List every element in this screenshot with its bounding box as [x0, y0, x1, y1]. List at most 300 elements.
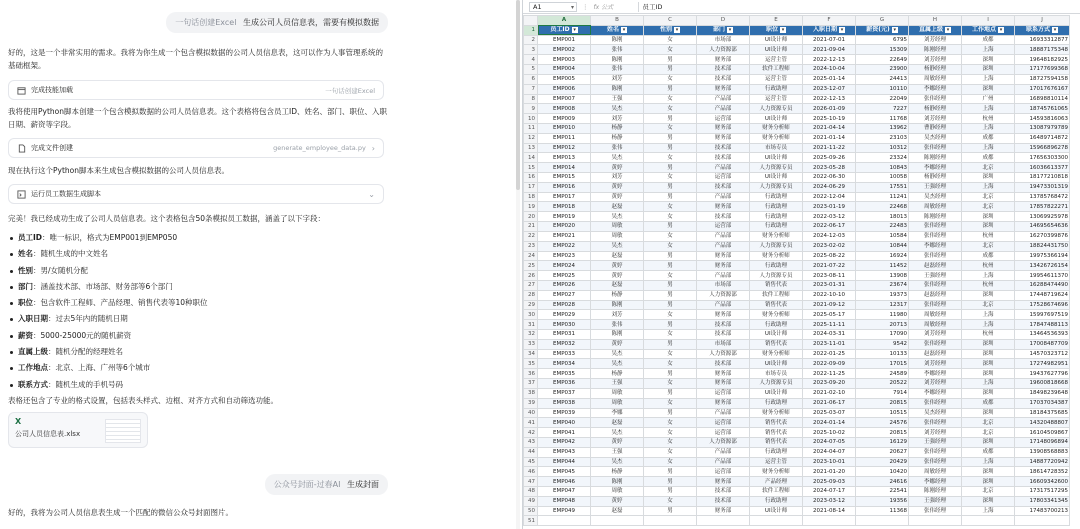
row-number[interactable]: 40: [524, 408, 538, 418]
row-number[interactable]: 15: [524, 163, 538, 173]
table-cell[interactable]: 16129: [856, 437, 909, 447]
table-cell[interactable]: 男: [644, 290, 697, 300]
table-cell[interactable]: 陈刚经理: [909, 212, 962, 222]
table-cell[interactable]: 财务分析师: [750, 133, 803, 143]
table-cell[interactable]: 财务部: [697, 55, 750, 65]
table-cell[interactable]: 周敏经理: [909, 467, 962, 477]
table-cell[interactable]: 技术部: [697, 143, 750, 153]
table-cell[interactable]: 2025-09-26: [803, 153, 856, 163]
table-cell[interactable]: 张伟经理: [909, 143, 962, 153]
table-cell[interactable]: EMP035: [538, 369, 591, 379]
table-cell[interactable]: 销售代表: [750, 437, 803, 447]
table-cell[interactable]: 17177699368: [1015, 65, 1070, 75]
table-cell[interactable]: 刘芳: [591, 74, 644, 84]
row-number[interactable]: 5: [524, 65, 538, 75]
table-cell[interactable]: 北京: [962, 202, 1015, 212]
row-number[interactable]: 37: [524, 379, 538, 389]
table-cell[interactable]: 23674: [856, 280, 909, 290]
chevron-right-icon[interactable]: ›: [371, 143, 375, 153]
table-cell[interactable]: 2021-09-12: [803, 300, 856, 310]
table-cell[interactable]: 2022-11-25: [803, 369, 856, 379]
table-cell[interactable]: 2024-07-17: [803, 487, 856, 497]
table-cell[interactable]: 技术部: [697, 496, 750, 506]
table-cell[interactable]: 13069925978: [1015, 212, 1070, 222]
table-cell[interactable]: EMP009: [538, 114, 591, 124]
table-cell[interactable]: 黄婷: [591, 261, 644, 271]
table-cell[interactable]: UI设计师: [750, 388, 803, 398]
table-cell[interactable]: 赵磊: [591, 418, 644, 428]
table-cell[interactable]: 男: [644, 192, 697, 202]
table-cell[interactable]: 赵磊经理: [909, 349, 962, 359]
table-cell[interactable]: 刘芳: [591, 173, 644, 183]
table-cell[interactable]: 技术部: [697, 65, 750, 75]
table-cell[interactable]: EMP043: [538, 447, 591, 457]
table-cell[interactable]: 13962: [856, 123, 909, 133]
table-cell[interactable]: 24616: [856, 477, 909, 487]
row-number[interactable]: 12: [524, 133, 538, 143]
table-cell[interactable]: 张伟经理: [909, 447, 962, 457]
table-cell[interactable]: 15966896278: [1015, 143, 1070, 153]
table-cell[interactable]: 女: [644, 74, 697, 84]
table-cell[interactable]: EMP008: [538, 104, 591, 114]
table-cell[interactable]: 男: [644, 280, 697, 290]
table-cell[interactable]: 女: [644, 45, 697, 55]
table-cell[interactable]: 李娜: [591, 408, 644, 418]
table-cell[interactable]: 成都: [962, 447, 1015, 457]
row-number[interactable]: 45: [524, 457, 538, 467]
table-cell[interactable]: 女: [644, 359, 697, 369]
table-cell[interactable]: 财务部: [697, 202, 750, 212]
row-number[interactable]: 41: [524, 418, 538, 428]
table-cell[interactable]: 周敏: [591, 388, 644, 398]
column-header[interactable]: E: [750, 16, 803, 26]
table-cell[interactable]: 财务分析师: [750, 123, 803, 133]
table-cell[interactable]: 广州: [962, 94, 1015, 104]
table-cell[interactable]: 2024-04-07: [803, 447, 856, 457]
table-cell[interactable]: 财务分析师: [750, 231, 803, 241]
table-cell[interactable]: 张伟经理: [909, 300, 962, 310]
table-cell[interactable]: 女: [644, 231, 697, 241]
table-cell[interactable]: 18013: [856, 212, 909, 222]
table-cell[interactable]: 产品部: [697, 457, 750, 467]
table-cell[interactable]: 9542: [856, 339, 909, 349]
table-cell[interactable]: 女: [644, 202, 697, 212]
table-cell[interactable]: EMP041: [538, 428, 591, 438]
table-cell[interactable]: 23103: [856, 133, 909, 143]
header-cell[interactable]: [644, 25, 697, 35]
table-cell[interactable]: 周敏经理: [909, 310, 962, 320]
table-cell[interactable]: 17037034387: [1015, 398, 1070, 408]
table-cell[interactable]: 杨静经理: [909, 65, 962, 75]
table-cell[interactable]: 13464536393: [1015, 330, 1070, 340]
row-number[interactable]: 50: [524, 506, 538, 516]
table-cell[interactable]: UI设计师: [750, 359, 803, 369]
table-cell[interactable]: 陈刚: [591, 477, 644, 487]
table-cell[interactable]: 女: [644, 212, 697, 222]
table-cell[interactable]: [803, 516, 856, 526]
header-cell[interactable]: [962, 25, 1015, 35]
table-cell[interactable]: 深圳: [962, 388, 1015, 398]
table-cell[interactable]: EMP017: [538, 192, 591, 202]
table-cell[interactable]: 行政助理: [750, 222, 803, 232]
row-number[interactable]: 20: [524, 212, 538, 222]
table-cell[interactable]: 2023-05-28: [803, 163, 856, 173]
table-cell[interactable]: 王强经理: [909, 496, 962, 506]
column-header[interactable]: G: [856, 16, 909, 26]
table-cell[interactable]: 17483700213: [1015, 506, 1070, 516]
table-cell[interactable]: 张伟: [591, 65, 644, 75]
table-cell[interactable]: 17017676167: [1015, 84, 1070, 94]
table-cell[interactable]: 市场部: [697, 339, 750, 349]
table-cell[interactable]: 2022-12-13: [803, 94, 856, 104]
table-cell[interactable]: 女: [644, 418, 697, 428]
table-cell[interactable]: 刘芳: [591, 310, 644, 320]
table-cell[interactable]: 北京: [962, 192, 1015, 202]
table-cell[interactable]: 财务分析师: [750, 408, 803, 418]
table-cell[interactable]: 14887720942: [1015, 457, 1070, 467]
table-cell[interactable]: 产品部: [697, 163, 750, 173]
table-cell[interactable]: 深圳: [962, 173, 1015, 183]
table-cell[interactable]: 23324: [856, 153, 909, 163]
table-cell[interactable]: [591, 516, 644, 526]
table-cell[interactable]: 男: [644, 182, 697, 192]
table-cell[interactable]: 陈刚: [591, 84, 644, 94]
table-cell[interactable]: 上海: [962, 143, 1015, 153]
table-cell[interactable]: 行政助理: [750, 447, 803, 457]
table-cell[interactable]: [697, 516, 750, 526]
table-cell[interactable]: 人力资源专员: [750, 163, 803, 173]
table-cell[interactable]: 深圳: [962, 290, 1015, 300]
table-cell[interactable]: [538, 516, 591, 526]
table-cell[interactable]: 女: [644, 104, 697, 114]
table-cell[interactable]: EMP020: [538, 222, 591, 232]
table-cell[interactable]: 张伟: [591, 320, 644, 330]
table-cell[interactable]: 运营部: [697, 388, 750, 398]
table-cell[interactable]: 男: [644, 487, 697, 497]
table-cell[interactable]: 王强经理: [909, 437, 962, 447]
table-cell[interactable]: 17317517295: [1015, 487, 1070, 497]
table-cell[interactable]: 15309: [856, 45, 909, 55]
table-cell[interactable]: 男: [644, 506, 697, 516]
table-cell[interactable]: 运营部: [697, 428, 750, 438]
table-cell[interactable]: 23900: [856, 65, 909, 75]
table-cell[interactable]: 19954611370: [1015, 271, 1070, 281]
table-cell[interactable]: 成都: [962, 251, 1015, 261]
table-cell[interactable]: 运营部: [697, 418, 750, 428]
table-cell[interactable]: 19975366194: [1015, 251, 1070, 261]
table-cell[interactable]: EMP024: [538, 261, 591, 271]
table-cell[interactable]: 男: [644, 143, 697, 153]
table-cell[interactable]: 销售代表: [750, 339, 803, 349]
fx-icon[interactable]: fx 公式: [593, 4, 614, 11]
table-cell[interactable]: 吴杰: [591, 349, 644, 359]
table-cell[interactable]: 2026-01-09: [803, 104, 856, 114]
column-header[interactable]: F: [803, 16, 856, 26]
table-cell[interactable]: 17857822271: [1015, 202, 1070, 212]
table-cell[interactable]: 行政助理: [750, 202, 803, 212]
table-cell[interactable]: 24576: [856, 418, 909, 428]
table-cell[interactable]: 18614728352: [1015, 467, 1070, 477]
table-cell[interactable]: 19648182925: [1015, 55, 1070, 65]
table-cell[interactable]: 7227: [856, 104, 909, 114]
filter-dropdown-icon[interactable]: ▾: [840, 26, 844, 33]
table-cell[interactable]: 16898810114: [1015, 94, 1070, 104]
table-cell[interactable]: EMP038: [538, 398, 591, 408]
table-cell[interactable]: 杨静经理: [909, 104, 962, 114]
table-cell[interactable]: 深圳: [962, 65, 1015, 75]
table-cell[interactable]: 北京: [962, 300, 1015, 310]
table-cell[interactable]: 上海: [962, 45, 1015, 55]
table-cell[interactable]: EMP029: [538, 310, 591, 320]
table-cell[interactable]: 产品部: [697, 192, 750, 202]
table-cell[interactable]: 2021-04-14: [803, 123, 856, 133]
table-cell[interactable]: EMP013: [538, 153, 591, 163]
table-cell[interactable]: 陈刚经理: [909, 487, 962, 497]
row-number[interactable]: 26: [524, 271, 538, 281]
table-cell[interactable]: 成都: [962, 35, 1015, 45]
table-cell[interactable]: 2023-09-20: [803, 379, 856, 389]
row-number[interactable]: 31: [524, 320, 538, 330]
table-cell[interactable]: 2023-08-11: [803, 271, 856, 281]
table-cell[interactable]: EMP028: [538, 300, 591, 310]
table-cell[interactable]: 刘芳经理: [909, 359, 962, 369]
row-number[interactable]: 17: [524, 182, 538, 192]
table-cell[interactable]: 运营部: [697, 467, 750, 477]
table-cell[interactable]: 销售代表: [750, 280, 803, 290]
row-number[interactable]: 27: [524, 280, 538, 290]
table-cell[interactable]: 2021-11-22: [803, 143, 856, 153]
skill-loaded-card[interactable]: [8, 80, 384, 100]
select-all-corner[interactable]: [524, 16, 538, 26]
table-cell[interactable]: 吴杰经理: [909, 408, 962, 418]
table-cell[interactable]: 女: [644, 398, 697, 408]
table-cell[interactable]: 19373: [856, 290, 909, 300]
row-number[interactable]: 4: [524, 55, 538, 65]
table-cell[interactable]: 上海: [962, 104, 1015, 114]
table-cell[interactable]: 软件工程师: [750, 290, 803, 300]
table-cell[interactable]: 财务部: [697, 84, 750, 94]
row-number[interactable]: 13: [524, 143, 538, 153]
table-cell[interactable]: 2022-09-09: [803, 359, 856, 369]
table-cell[interactable]: 18727594158: [1015, 74, 1070, 84]
table-cell[interactable]: 技术部: [697, 153, 750, 163]
table-cell[interactable]: 人力资源专员: [750, 182, 803, 192]
table-cell[interactable]: 产品部: [697, 241, 750, 251]
filter-dropdown-icon[interactable]: ▾: [946, 26, 950, 33]
table-cell[interactable]: 19437627796: [1015, 369, 1070, 379]
table-cell[interactable]: 市场部: [697, 280, 750, 290]
table-cell[interactable]: EMP045: [538, 467, 591, 477]
table-cell[interactable]: 曹静经理: [909, 123, 962, 133]
table-cell[interactable]: UI设计师: [750, 506, 803, 516]
sheet-grid[interactable]: [523, 15, 1070, 526]
table-cell[interactable]: 北京: [962, 487, 1015, 497]
table-cell[interactable]: 16924: [856, 251, 909, 261]
row-number[interactable]: 18: [524, 192, 538, 202]
table-cell[interactable]: 吴杰经理: [909, 133, 962, 143]
table-cell[interactable]: 销售代表: [750, 418, 803, 428]
table-cell[interactable]: 2023-01-19: [803, 202, 856, 212]
table-cell[interactable]: EMP031: [538, 330, 591, 340]
table-cell[interactable]: EMP030: [538, 320, 591, 330]
table-cell[interactable]: 李娜经理: [909, 163, 962, 173]
table-cell[interactable]: 赵磊: [591, 202, 644, 212]
table-cell[interactable]: 行政助理: [750, 320, 803, 330]
table-cell[interactable]: 产品部: [697, 94, 750, 104]
table-cell[interactable]: 男: [644, 388, 697, 398]
table-cell[interactable]: 深圳: [962, 408, 1015, 418]
table-cell[interactable]: 杭州: [962, 261, 1015, 271]
table-cell[interactable]: 女: [644, 496, 697, 506]
table-cell[interactable]: 深圳: [962, 55, 1015, 65]
header-cell[interactable]: [750, 25, 803, 35]
table-cell[interactable]: 赵磊: [591, 506, 644, 516]
table-cell[interactable]: 运营主管: [750, 457, 803, 467]
table-cell[interactable]: 财务部: [697, 133, 750, 143]
table-cell[interactable]: 2022-01-25: [803, 349, 856, 359]
filter-dropdown-icon[interactable]: ▾: [1053, 26, 1057, 33]
table-cell[interactable]: 张伟经理: [909, 506, 962, 516]
table-cell[interactable]: 深圳: [962, 339, 1015, 349]
table-cell[interactable]: EMP049: [538, 506, 591, 516]
row-number[interactable]: 25: [524, 261, 538, 271]
table-cell[interactable]: 2025-01-14: [803, 74, 856, 84]
table-cell[interactable]: 王强: [591, 379, 644, 389]
table-cell[interactable]: 李娜经理: [909, 388, 962, 398]
table-cell[interactable]: 财务部: [697, 123, 750, 133]
table-cell[interactable]: 北京: [962, 428, 1015, 438]
table-cell[interactable]: 15997697519: [1015, 310, 1070, 320]
table-cell[interactable]: 吴杰: [591, 241, 644, 251]
table-cell[interactable]: 女: [644, 330, 697, 340]
table-cell[interactable]: [750, 516, 803, 526]
table-cell[interactable]: 17656303300: [1015, 153, 1070, 163]
chevron-down-icon[interactable]: ⌄: [368, 189, 375, 199]
table-cell[interactable]: 男: [644, 251, 697, 261]
table-cell[interactable]: 吴杰: [591, 359, 644, 369]
table-cell[interactable]: 运营部: [697, 222, 750, 232]
table-cell[interactable]: 财务部: [697, 261, 750, 271]
column-header[interactable]: D: [697, 16, 750, 26]
row-number[interactable]: 16: [524, 173, 538, 183]
table-cell[interactable]: 运营部: [697, 114, 750, 124]
table-cell[interactable]: 人力资源专员: [750, 104, 803, 114]
table-cell[interactable]: 刘芳经理: [909, 428, 962, 438]
table-cell[interactable]: 黄婷: [591, 182, 644, 192]
table-cell[interactable]: 男: [644, 222, 697, 232]
table-cell[interactable]: EMP003: [538, 55, 591, 65]
table-cell[interactable]: 2021-08-14: [803, 506, 856, 516]
table-cell[interactable]: 市场部: [697, 35, 750, 45]
row-number[interactable]: 49: [524, 496, 538, 506]
table-cell[interactable]: 张伟经理: [909, 94, 962, 104]
table-cell[interactable]: 2024-12-03: [803, 231, 856, 241]
table-cell[interactable]: 产品部: [697, 447, 750, 457]
table-cell[interactable]: EMP015: [538, 173, 591, 183]
run-script-card[interactable]: [8, 184, 384, 204]
table-cell[interactable]: 产品部: [697, 104, 750, 114]
table-cell[interactable]: 18824431750: [1015, 241, 1070, 251]
table-cell[interactable]: 深圳: [962, 496, 1015, 506]
table-cell[interactable]: EMP005: [538, 74, 591, 84]
table-cell[interactable]: 杭州: [962, 280, 1015, 290]
table-cell[interactable]: 20429: [856, 457, 909, 467]
table-cell[interactable]: 运营主管: [750, 55, 803, 65]
table-cell[interactable]: 11980: [856, 310, 909, 320]
table-cell[interactable]: 行政助理: [750, 84, 803, 94]
table-cell[interactable]: 男: [644, 261, 697, 271]
table-cell[interactable]: 10420: [856, 467, 909, 477]
table-cell[interactable]: 2021-07-22: [803, 261, 856, 271]
table-cell[interactable]: EMP014: [538, 163, 591, 173]
table-cell[interactable]: 销售代表: [750, 300, 803, 310]
table-cell[interactable]: 2023-02-02: [803, 241, 856, 251]
table-cell[interactable]: [644, 516, 697, 526]
table-cell[interactable]: 赵磊经理: [909, 261, 962, 271]
table-cell[interactable]: 人力资源专员: [750, 241, 803, 251]
filter-dropdown-icon[interactable]: ▾: [622, 26, 626, 33]
table-cell[interactable]: 2024-10-04: [803, 65, 856, 75]
table-cell[interactable]: 2023-03-12: [803, 496, 856, 506]
table-cell[interactable]: 女: [644, 437, 697, 447]
table-cell[interactable]: 杭州: [962, 330, 1015, 340]
table-cell[interactable]: 张伟经理: [909, 222, 962, 232]
table-cell[interactable]: 赵磊: [591, 280, 644, 290]
table-cell[interactable]: EMP027: [538, 290, 591, 300]
table-cell[interactable]: 男: [644, 163, 697, 173]
table-cell[interactable]: 杨静: [591, 123, 644, 133]
table-cell[interactable]: 上海: [962, 310, 1015, 320]
table-cell[interactable]: 24589: [856, 369, 909, 379]
table-cell[interactable]: 技术部: [697, 212, 750, 222]
table-cell[interactable]: 11368: [856, 506, 909, 516]
table-cell[interactable]: 周敏经理: [909, 202, 962, 212]
table-cell[interactable]: 刘芳经理: [909, 35, 962, 45]
table-cell[interactable]: EMP006: [538, 84, 591, 94]
table-cell[interactable]: 产品部: [697, 300, 750, 310]
table-cell[interactable]: 17148096894: [1015, 437, 1070, 447]
scrollbar-thumb[interactable]: [516, 0, 520, 190]
table-cell[interactable]: 2025-09-03: [803, 477, 856, 487]
table-cell[interactable]: 16933312877: [1015, 35, 1070, 45]
table-cell[interactable]: 刘芳: [591, 114, 644, 124]
table-cell[interactable]: 刘芳经理: [909, 55, 962, 65]
table-cell[interactable]: 22483: [856, 222, 909, 232]
table-cell[interactable]: 上海: [962, 123, 1015, 133]
file-created-card[interactable]: [8, 138, 384, 158]
table-cell[interactable]: 17008487709: [1015, 339, 1070, 349]
table-cell[interactable]: 16609342600: [1015, 477, 1070, 487]
table-cell[interactable]: 2022-03-12: [803, 212, 856, 222]
column-header[interactable]: C: [644, 16, 697, 26]
table-cell[interactable]: EMP018: [538, 202, 591, 212]
table-cell[interactable]: 10843: [856, 163, 909, 173]
table-cell[interactable]: UI设计师: [750, 45, 803, 55]
table-cell[interactable]: 软件工程师: [750, 487, 803, 497]
table-cell[interactable]: 陈刚: [591, 330, 644, 340]
table-cell[interactable]: 财务分析师: [750, 310, 803, 320]
header-cell[interactable]: [909, 25, 962, 35]
table-cell[interactable]: 黄婷: [591, 192, 644, 202]
table-cell[interactable]: 女: [644, 457, 697, 467]
table-cell[interactable]: EMP033: [538, 349, 591, 359]
table-cell[interactable]: 2023-11-01: [803, 339, 856, 349]
table-cell[interactable]: 24413: [856, 74, 909, 84]
table-cell[interactable]: 20522: [856, 379, 909, 389]
table-cell[interactable]: EMP034: [538, 359, 591, 369]
table-cell[interactable]: 吴杰: [591, 212, 644, 222]
table-cell[interactable]: 17448719624: [1015, 290, 1070, 300]
